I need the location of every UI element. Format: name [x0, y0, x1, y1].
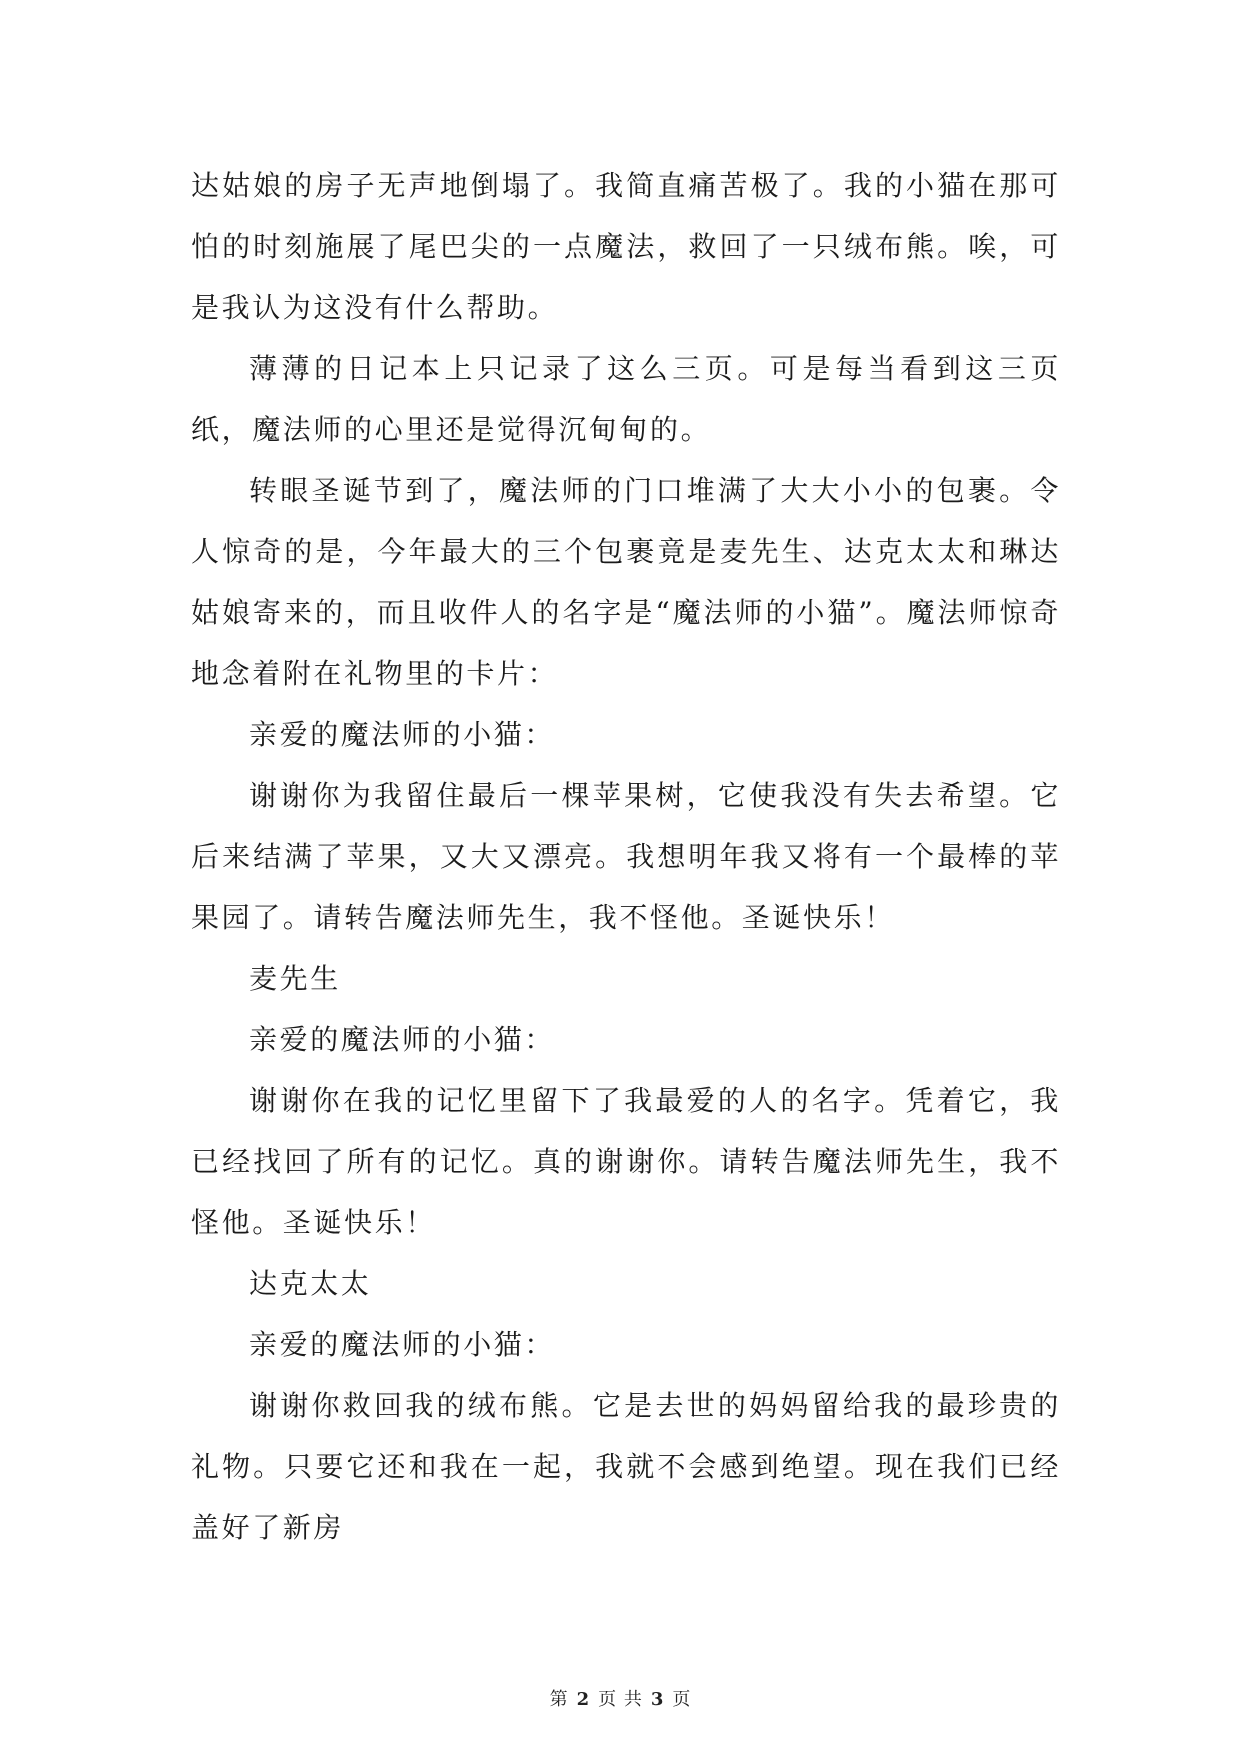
document-body	[191, 155, 1061, 1558]
letter-signature-1: 麦先生	[249, 962, 341, 995]
paragraph-christmas: 转眼圣诞节到了，魔法师的门口堆满了大大小小的包裹。令人惊奇的是，今年最大的三个包裹竟是麦先生、达克太太和琳达姑娘寄来的，而且收件人的名字是“魔法师的小猫”。魔法师惊奇地念着附在礼物里的卡片：	[191, 474, 1061, 690]
letter-salutation-2: 亲爱的魔法师的小猫：	[249, 1023, 556, 1056]
letter-body-1: 谢谢你为我留住最后一棵苹果树，它使我没有失去希望。它后来结满了苹果，又大又漂亮。我想明年我又将有一个最棒的苹果园了。请转告魔法师先生，我不怪他。圣诞快乐！	[191, 779, 1061, 934]
letter-body-3: 谢谢你救回我的绒布熊。它是去世的妈妈留给我的最珍贵的礼物。只要它还和我在一起，我就不会感到绝望。现在我们已经盖好了新房	[191, 1389, 1061, 1544]
paragraph-continued: 达姑娘的房子无声地倒塌了。我简直痛苦极了。我的小猫在那可怕的时刻施展了尾巴尖的一点魔法，救回了一只绒布熊。唉，可是我认为这没有什么帮助。	[191, 169, 1061, 324]
paragraph-diary-summary: 薄薄的日记本上只记录了这么三页。可是每当看到这三页纸，魔法师的心里还是觉得沉甸甸的。	[191, 352, 1061, 446]
footer-suffix: 页	[672, 1689, 692, 1710]
current-page-number: 2	[576, 1689, 591, 1710]
letter-salutation-1: 亲爱的魔法师的小猫：	[249, 718, 556, 751]
letter-body-2: 谢谢你在我的记忆里留下了我最爱的人的名字。凭着它，我已经找回了所有的记忆。真的谢谢你。请转告魔法师先生，我不怪他。圣诞快乐！	[191, 1084, 1061, 1239]
page-footer	[0, 1685, 1241, 1711]
footer-prefix: 第	[549, 1689, 569, 1710]
footer-middle: 页 共	[598, 1689, 643, 1710]
total-page-number: 3	[650, 1689, 665, 1710]
letter-salutation-3: 亲爱的魔法师的小猫：	[249, 1328, 556, 1361]
letter-signature-2: 达克太太	[249, 1267, 372, 1300]
